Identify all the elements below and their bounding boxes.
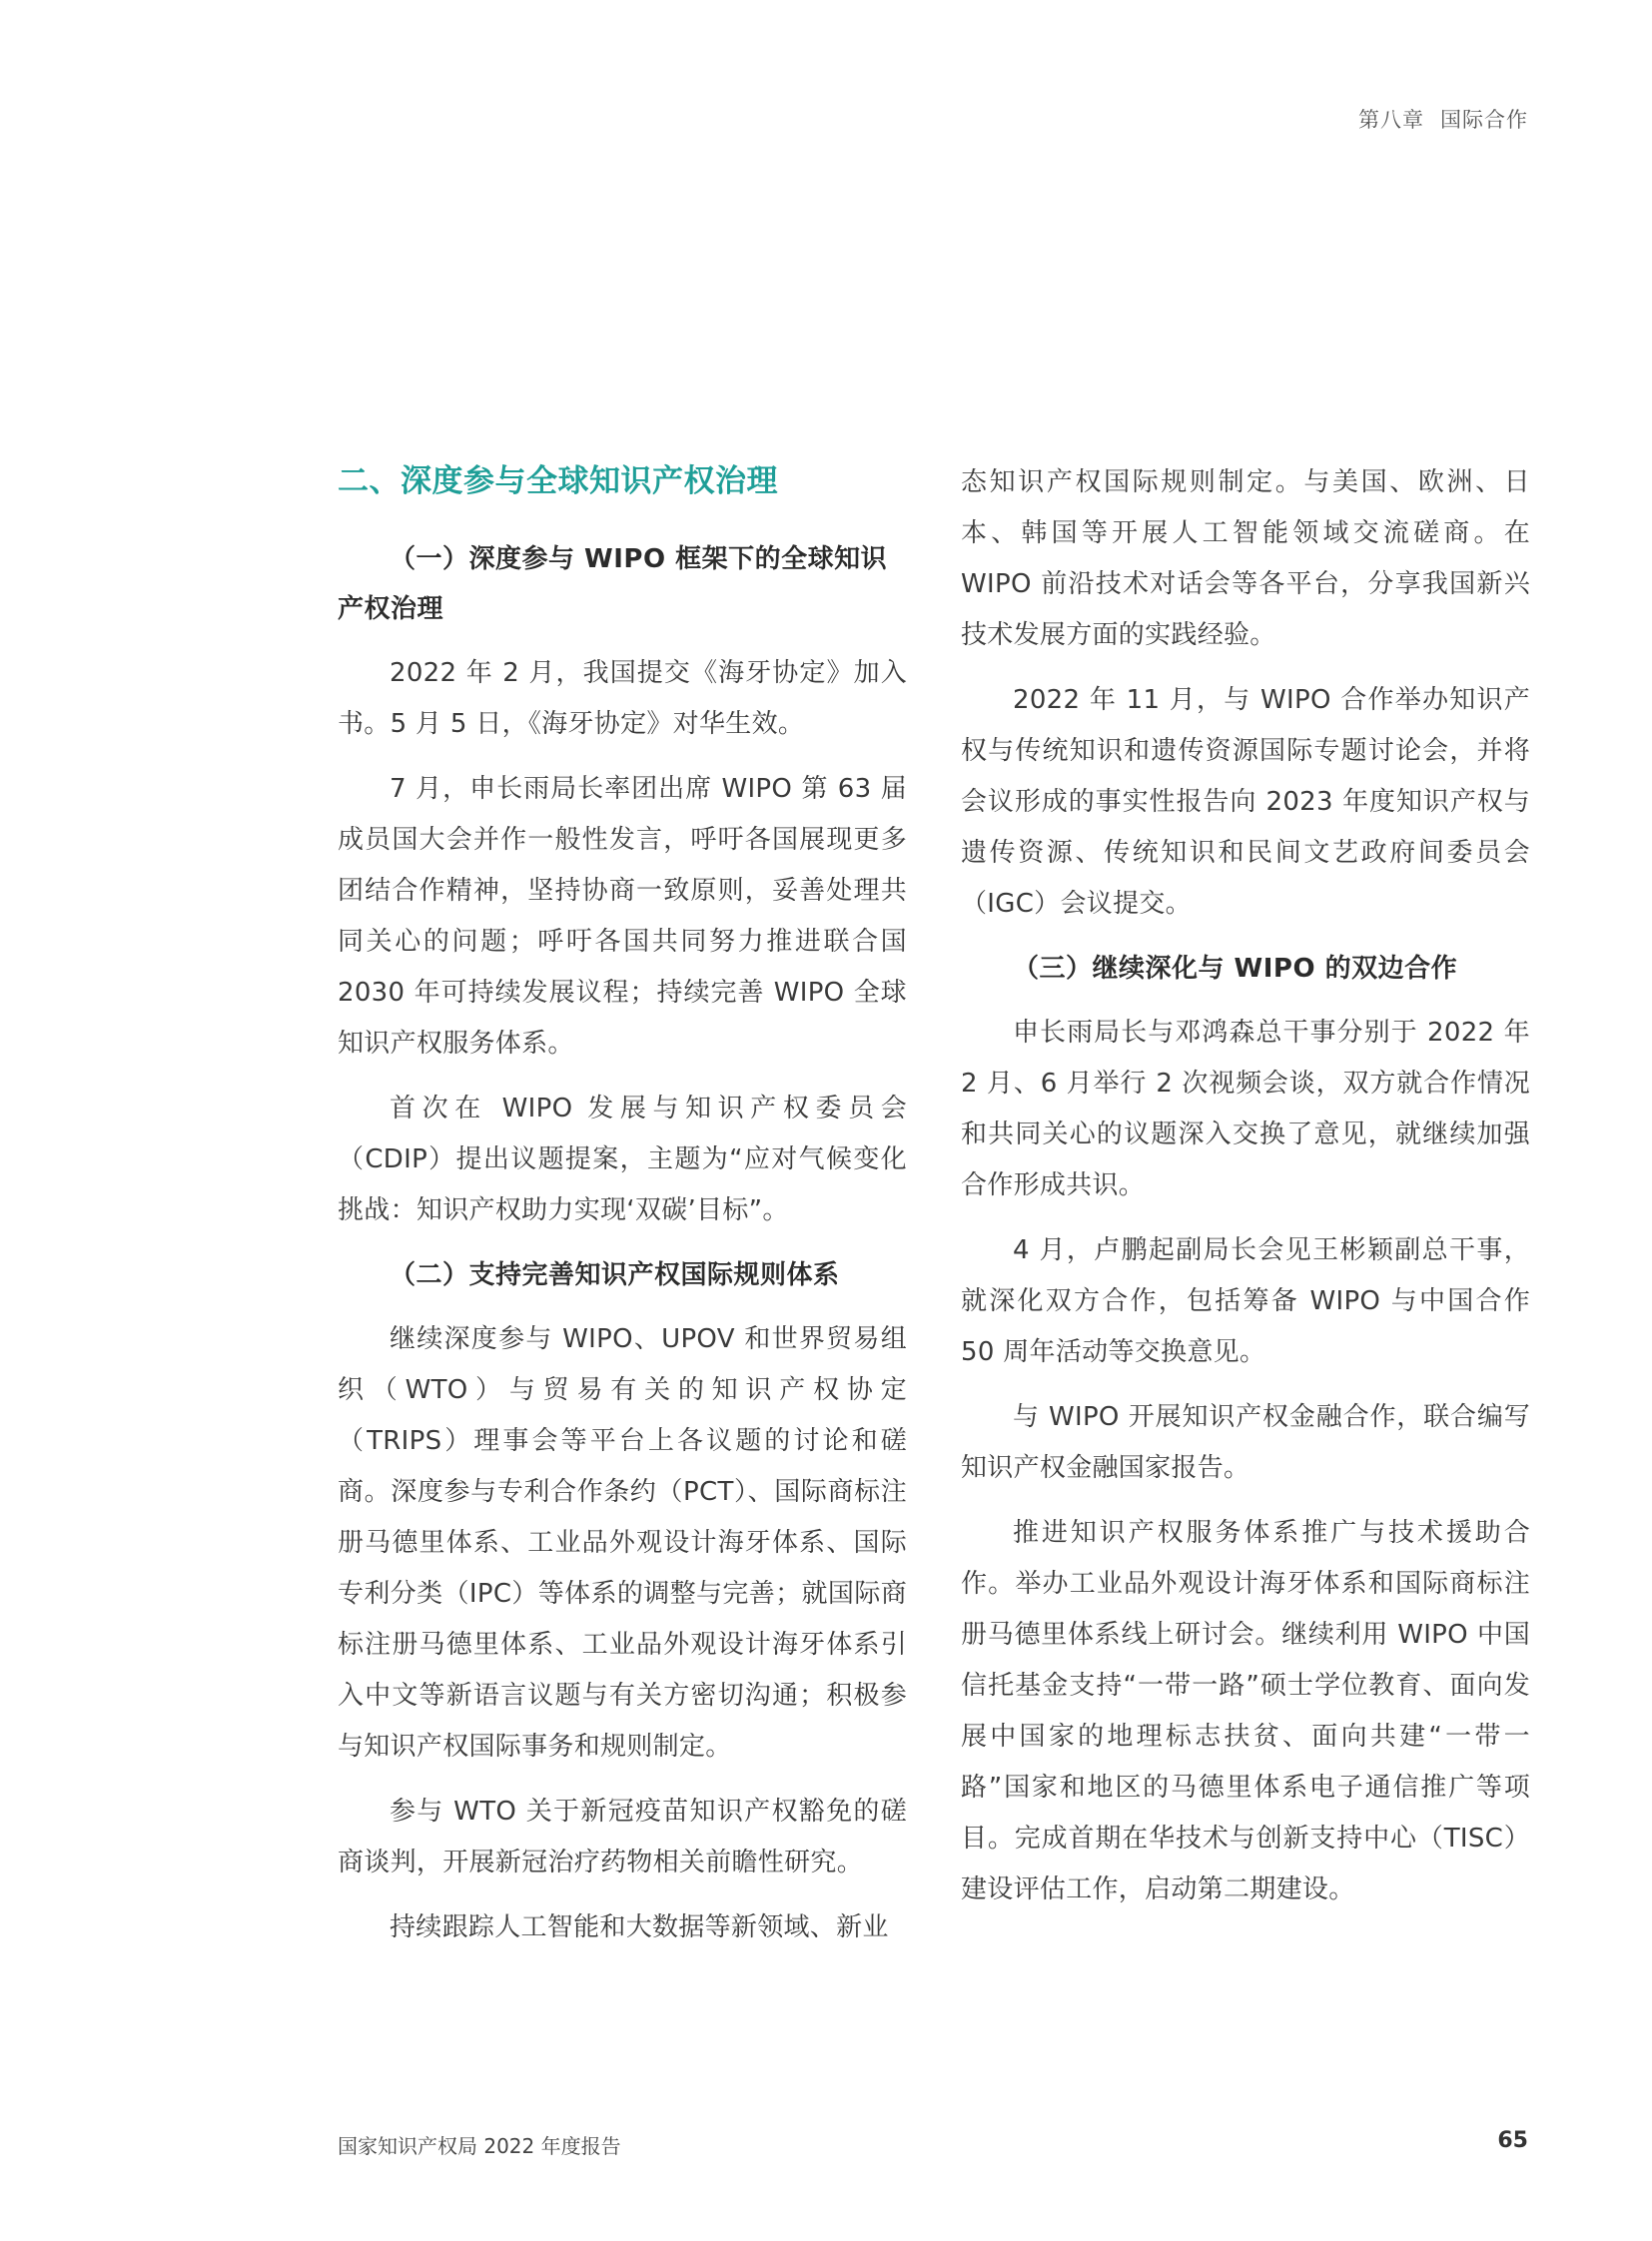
- subsection-title-2: （二）支持完善知识产权国际规则体系: [390, 1260, 840, 1290]
- page-number: 65: [1497, 2128, 1528, 2153]
- paragraph: 与 WIPO 开展知识产权金融合作，联合编写知识产权金融国家报告。: [961, 1402, 1530, 1483]
- paragraph: 2022 年 2 月，我国提交《海牙协定》加入书。5 月 5 日，《海牙协定》对华生效。: [338, 658, 907, 739]
- subsection-title-1: （一）深度参与 WIPO 框架下的全球知识产权治理: [338, 544, 888, 624]
- paragraph: 申长雨局长与邓鸿森总干事分别于 2022 年 2 月、6 月举行 2 次视频会谈，双方就合作情况和共同关心的议题深入交换了意见，就继续加强合作形成共识。: [961, 1018, 1530, 1200]
- paragraph: 4 月，卢鹏起副局长会见王彬颖副总干事，就深化双方合作，包括筹备 WIPO 与中国合作 50 周年活动等交换意见。: [961, 1235, 1530, 1367]
- paragraph: 2022 年 11 月，与 WIPO 合作举办知识产权与传统知识和遗传资源国际专题讨论会，并将会议形成的事实性报告向 2023 年度知识产权与遗传资源、传统知识和民间文艺政府间委员会（IGC）会议提交。: [961, 685, 1530, 919]
- paragraph-continued: 态知识产权国际规则制定。与美国、欧洲、日本、韩国等开展人工智能领域交流磋商。在 WIPO 前沿技术对话会等各平台，分享我国新兴技术发展方面的实践经验。: [961, 467, 1530, 650]
- section-title: 二、深度参与全球知识产权治理: [338, 463, 778, 499]
- paragraph: 继续深度参与 WIPO、UPOV 和世界贸易组织（WTO）与贸易有关的知识产权协定（TRIPS）理事会等平台上各议题的讨论和磋商。深度参与专利合作条约（PCT）、国际商标注册马德里体系、工业品外观设计海牙体系、国际专利分类（IPC）等体系的调整与完善；就国际商标注册马德里体系、工业品外观设计海牙体系引入中文等新语言议题与有关方密切沟通；积极参与知识产权国际事务和规则制定。: [338, 1324, 907, 1762]
- left-column: [338, 454, 907, 1967]
- right-column: [961, 457, 1530, 1929]
- footer-report-title: 国家知识产权局 2022 年度报告: [338, 2134, 621, 2158]
- paragraph: 推进知识产权服务体系推广与技术援助合作。举办工业品外观设计海牙体系和国际商标注册马德里体系线上研讨会。继续利用 WIPO 中国信托基金支持“一带一路”硕士学位教育、面向发展中国家的地理标志扶贫、面向共建“一带一路”国家和地区的马德里体系电子通信推广等项目。完成首期在华技术与创新支持中心（TISC）建设评估工作，启动第二期建设。: [961, 1518, 1530, 1904]
- paragraph: 7 月，申长雨局长率团出席 WIPO 第 63 届成员国大会并作一般性发言，呼吁各国展现更多团结合作精神，坚持协商一致原则，妥善处理共同关心的问题；呼吁各国共同努力推进联合国 2030 年可持续发展议程；持续完善 WIPO 全球知识产权服务体系。: [338, 774, 907, 1059]
- running-head: [1358, 104, 1528, 134]
- paragraph: 持续跟踪人工智能和大数据等新领域、新业: [390, 1912, 889, 1942]
- paragraph: 参与 WTO 关于新冠疫苗知识产权豁免的磋商谈判，开展新冠治疗药物相关前瞻性研究。: [338, 1797, 907, 1877]
- subsection-title-3: （三）继续深化与 WIPO 的双边合作: [1013, 954, 1458, 984]
- chapter-title: 国际合作: [1440, 108, 1528, 132]
- chapter-number: 第八章: [1358, 108, 1424, 132]
- paragraph: 首次在 WIPO 发展与知识产权委员会（CDIP）提出议题提案，主题为“应对气候变化挑战：知识产权助力实现‘双碳’目标”。: [338, 1094, 907, 1225]
